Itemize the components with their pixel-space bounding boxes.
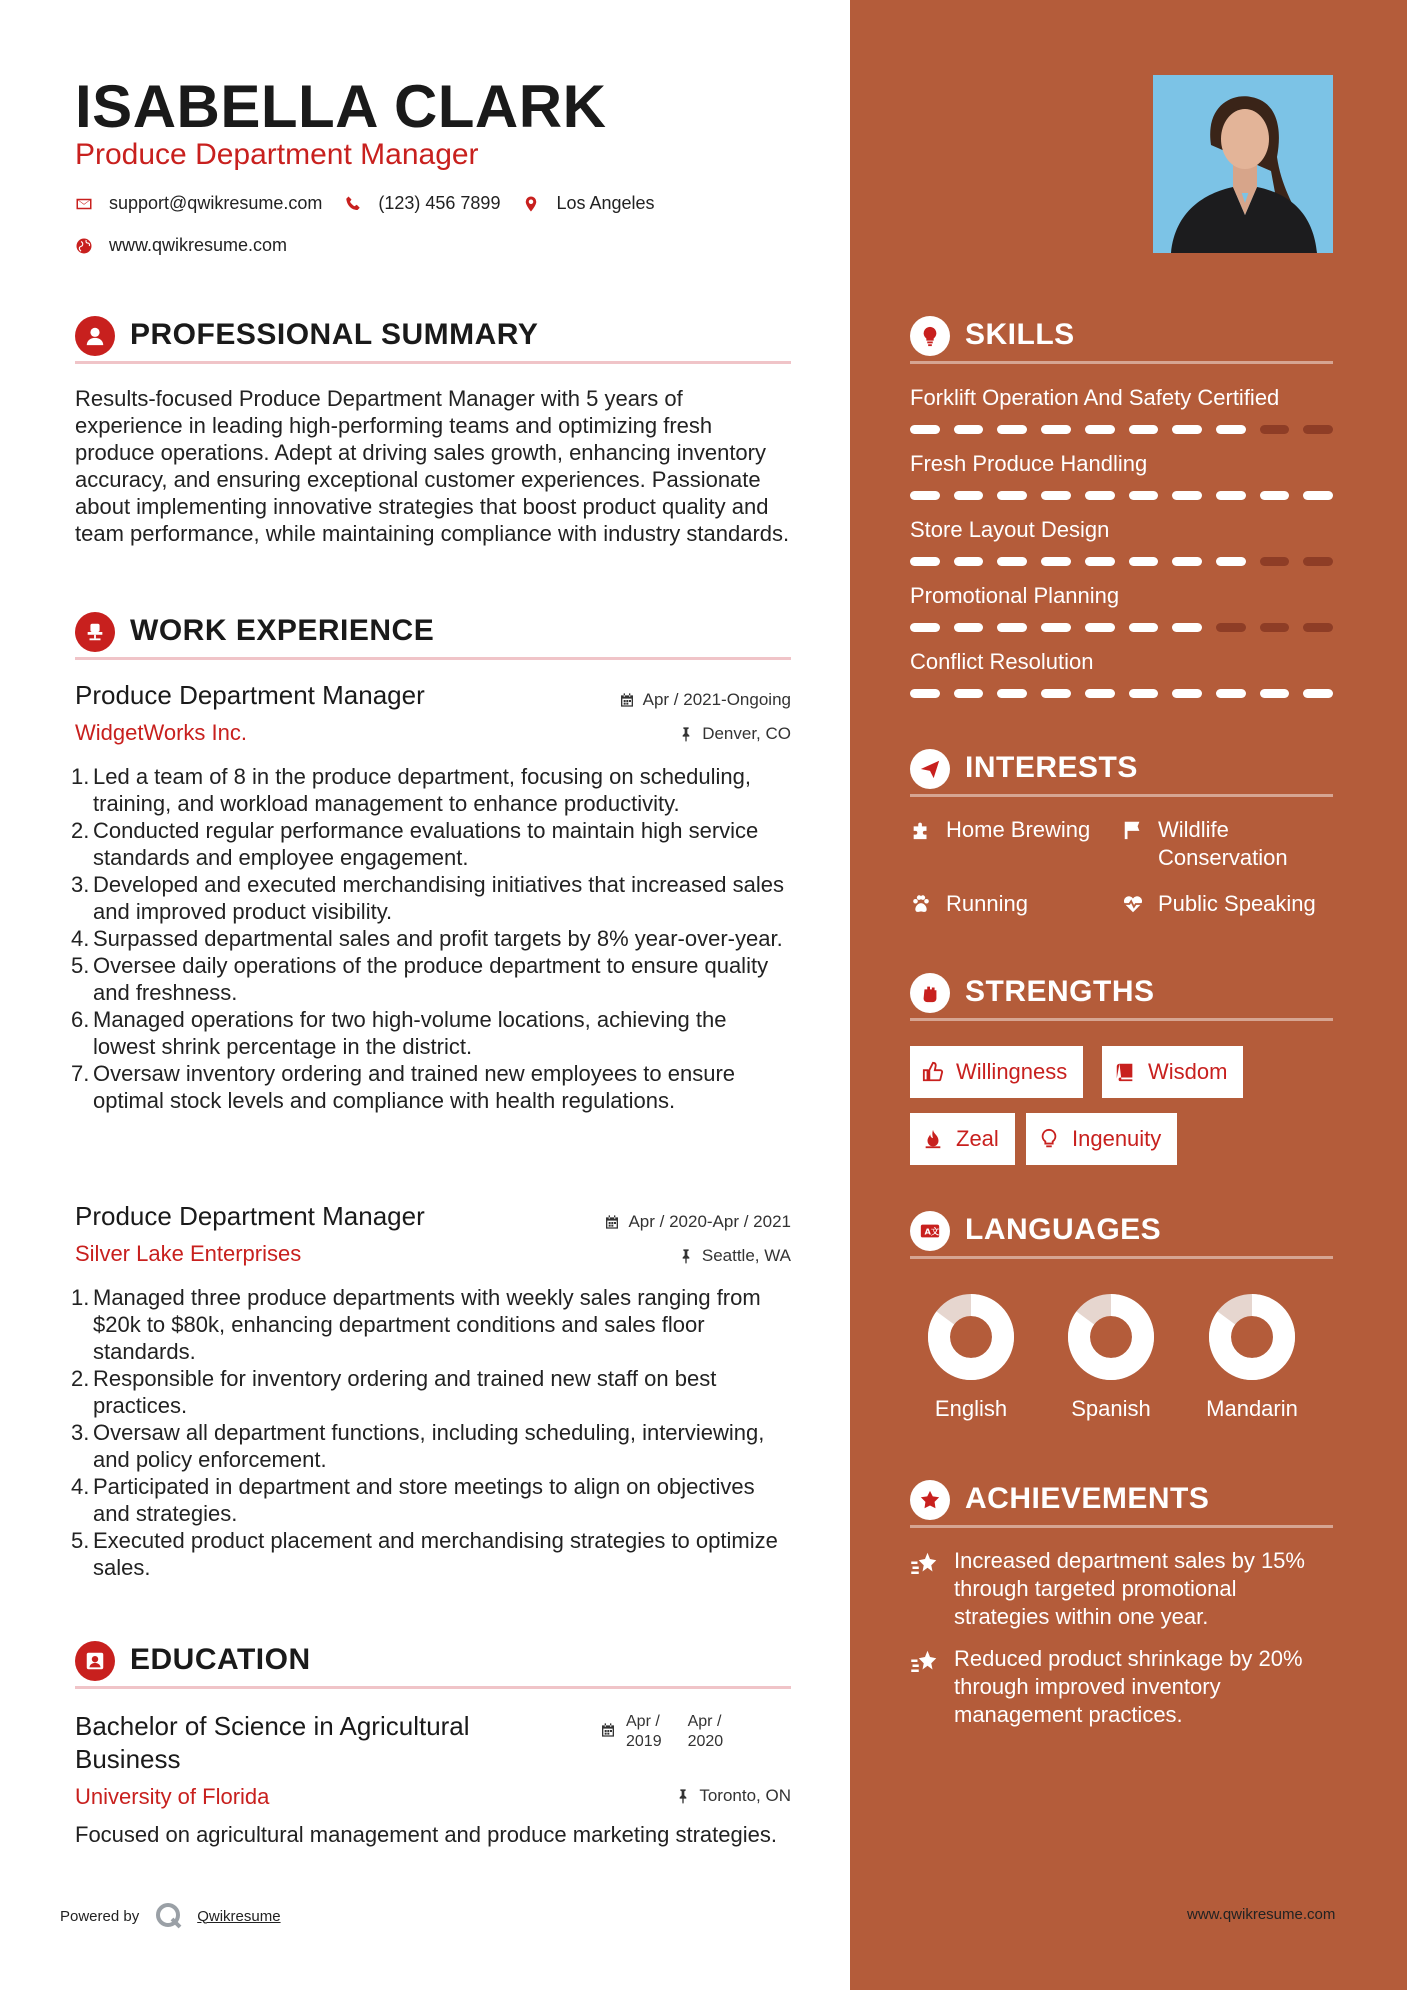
skill-segment [1129,425,1159,434]
degree-line-1: Bachelor of Science in Agricultural [75,1711,470,1741]
skill-segment [1172,491,1202,500]
graduate-icon [75,1641,115,1681]
skill-label: Promotional Planning [910,583,1120,608]
contact-email[interactable] [75,193,322,214]
skill-segment [1172,425,1202,434]
job-bullets [71,763,791,1114]
skill-segment [910,623,940,632]
skill-segment [997,557,1027,566]
contact-row [75,193,677,214]
skill-segment [1303,557,1333,566]
skill-segment [910,557,940,566]
calendar-icon [619,692,635,708]
svg-text:A: A [924,1226,931,1237]
fire-icon [922,1128,944,1150]
skill-bar [910,425,1333,435]
paper-plane-icon [910,749,950,789]
contact-website[interactable] [75,235,287,256]
job-title: Produce Department Manager [75,680,425,710]
skill-segment [1085,557,1115,566]
fist-icon [910,973,950,1013]
skill-segment [997,491,1027,500]
interest-item: Public Speaking [1122,890,1316,918]
office-chair-icon [75,612,115,652]
skill-segment [1260,425,1290,434]
envelope-icon [75,195,93,213]
list-item: 3. Oversaw all department functions, including scheduling, interviewing, and policy enforcement. [71,1420,765,1472]
skill-segment [1260,623,1290,632]
heartbeat-icon [1122,893,1144,915]
language-donut [926,1292,1016,1382]
skill-bar [910,491,1333,501]
email-text: support@qwikresume.com [109,193,323,213]
pushpin-icon [675,1788,691,1804]
skill-segment [910,689,940,698]
profile-photo-image [1153,75,1333,253]
skill-segment [1303,689,1333,698]
list-item: 5. Oversee daily operations of the produce department to ensure quality and freshness. [71,953,769,1005]
svg-text:文: 文 [930,1226,940,1237]
user-icon [75,316,115,356]
education-description: Focused on agricultural management and produce marketing strategies. [75,1822,777,1847]
skill-segment [1303,425,1333,434]
interest-item: Home Brewing [910,816,1090,844]
skill-segment [954,425,984,434]
footer-website[interactable]: www.qwikresume.com [1187,1906,1336,1923]
degree-line-2: Business [75,1744,181,1774]
list-item: 3. Developed and executed merchandising initiatives that increased sales and improved product visibility. [71,872,784,924]
skill-segment [1129,557,1159,566]
skills-heading: SKILLS [910,316,1333,364]
job-location: Denver, CO [678,724,791,744]
experience-heading: WORK EXPERIENCE [75,612,791,660]
list-item: 2. Responsible for inventory ordering and trained new staff on best practices. [71,1366,717,1418]
summary-heading: PROFESSIONAL SUMMARY [75,316,791,364]
skill-segment [1172,557,1202,566]
achievement-item: Reduced product shrinkage by 20% through improved inventory management practices. [910,1645,1333,1729]
list-item: 2. Conducted regular performance evaluations to maintain high service standards and employee engagement. [71,818,759,870]
skill-segment [1085,623,1115,632]
skill-segment [1260,557,1290,566]
star-badge-icon [910,1480,950,1520]
achievements-heading: ACHIEVEMENTS [910,1480,1333,1528]
book-icon [1114,1061,1136,1083]
footer-powered-by: Powered by Qwikresume [60,1902,281,1930]
interest-item: Wildlife Conservation [1122,816,1322,872]
skill-segment [1303,623,1333,632]
job-dates: Apr / 2020-Apr / 2021 [604,1212,791,1232]
achievement-item: Increased department sales by 15% through targeted promotional strategies within one year. [910,1547,1333,1631]
skill-label: Forklift Operation And Safety Certified [910,385,1280,410]
strength-chip: Willingness [910,1046,1083,1098]
candidate-title: Produce Department Manager [75,138,479,171]
summary-text: Results-focused Produce Department Manager with 5 years of experience in leading high-performing teams and optimizing fresh produce operations. Adept at driving sales growth, enhancing inventory accuracy, and ensuring exceptional customer experiences. Passionate about implementing innovative strategies that boost product quality and team performance, while maintaining compliance with industry standards. [75,386,790,546]
calendar-icon [604,1214,620,1230]
skill-segment [1216,425,1246,434]
profile-photo [1153,75,1333,253]
skill-segment [954,623,984,632]
star-burst-icon [910,1549,940,1579]
skill-label: Store Layout Design [910,517,1110,542]
job-bullets [71,1284,791,1581]
strength-chip: Zeal [910,1113,1015,1165]
calendar-icon [600,1722,616,1738]
skill-bar [910,689,1333,699]
skill-segment [997,623,1027,632]
strength-chip: Ingenuity [1026,1113,1177,1165]
qwikresume-logo-icon [155,1902,183,1930]
language-item: Mandarin [1192,1292,1312,1422]
skill-label: Fresh Produce Handling [910,451,1148,476]
website-text: www.qwikresume.com [109,235,288,255]
job-dates: Apr / 2021-Ongoing [619,690,791,710]
education-location: Toronto, ON [675,1786,791,1806]
skill-segment [1085,425,1115,434]
language-item: English [911,1292,1031,1422]
list-item: 1. Managed three produce departments with weekly sales ranging from $20k to $80k, enhancing department conditions and sales floor standards. [71,1285,761,1364]
interest-item: Running [910,890,1028,918]
skill-segment [910,425,940,434]
skill-segment [1041,491,1071,500]
skill-bar [910,623,1333,633]
job-location: Seattle, WA [678,1246,791,1266]
thumbs-up-icon [922,1061,944,1083]
strength-chip: Wisdom [1102,1046,1243,1098]
strengths-heading: STRENGTHS [910,973,1333,1021]
language-item: Spanish [1051,1292,1171,1422]
pushpin-icon [678,1248,694,1264]
contact-phone[interactable] [344,193,500,214]
skill-segment [1172,689,1202,698]
puzzle-icon [910,819,932,841]
education-heading: EDUCATION [75,1641,791,1689]
company-name: Silver Lake Enterprises [75,1241,302,1266]
language-icon [910,1211,950,1251]
job-title: Produce Department Manager [75,1201,425,1231]
pushpin-icon [678,726,694,742]
star-burst-icon [910,1647,940,1677]
skill-segment [1129,689,1159,698]
skill-segment [1172,623,1202,632]
skill-label: Conflict Resolution [910,649,1094,674]
list-item: 7. Oversaw inventory ordering and trained new employees to ensure optimal stock levels and compliance with health regulations. [71,1061,736,1113]
skill-segment [954,491,984,500]
list-item: 4. Surpassed departmental sales and profit targets by 8% year-over-year. [71,926,783,951]
skill-segment [1085,689,1115,698]
candidate-name: ISABELLA CLARK [75,73,607,140]
skill-bar [910,557,1333,567]
skill-segment [1041,623,1071,632]
interests-heading: INTERESTS [910,749,1333,797]
skill-segment [910,491,940,500]
skill-segment [1260,491,1290,500]
skill-segment [954,557,984,566]
skill-segment [1303,491,1333,500]
list-item: 1. Led a team of 8 in the produce department, focusing on scheduling, training, and workload management to enhance productivity. [71,764,751,816]
location-text: Los Angeles [556,193,655,213]
skill-segment [997,689,1027,698]
language-donut [1207,1292,1297,1382]
skill-segment [1129,491,1159,500]
list-item: 4. Participated in department and store meetings to align on objectives and strategies. [71,1474,755,1526]
language-donut [1066,1292,1156,1382]
contact-row-2 [75,235,309,256]
paw-icon [910,893,932,915]
skill-segment [1041,425,1071,434]
qwikresume-link[interactable]: Qwikresume [197,1907,281,1925]
list-item: 5. Executed product placement and merchandising strategies to optimize sales. [71,1528,778,1580]
list-item: 6. Managed operations for two high-volume locations, achieving the lowest shrink percentage in the district. [71,1007,727,1059]
skill-segment [1260,689,1290,698]
skill-segment [1216,491,1246,500]
company-name: WidgetWorks Inc. [75,720,247,745]
skill-segment [1041,557,1071,566]
skill-segment [1216,623,1246,632]
map-marker-icon [522,195,540,213]
school-name: University of Florida [75,1784,270,1809]
skill-segment [1216,557,1246,566]
education-dates: Apr / 2019 Apr / 2020 [600,1712,723,1752]
flag-icon [1122,819,1144,841]
skill-segment [1129,623,1159,632]
skill-segment [1085,491,1115,500]
skill-segment [954,689,984,698]
phone-icon [344,195,362,213]
globe-icon [75,237,93,255]
languages-heading: A 文 LANGUAGES [910,1211,1333,1259]
skill-segment [997,425,1027,434]
contact-location [522,193,654,214]
skill-segment [1041,689,1071,698]
lightbulb-icon [910,316,950,356]
lightbulb-icon [1038,1128,1060,1150]
phone-text: (123) 456 7899 [378,193,501,213]
skill-segment [1216,689,1246,698]
